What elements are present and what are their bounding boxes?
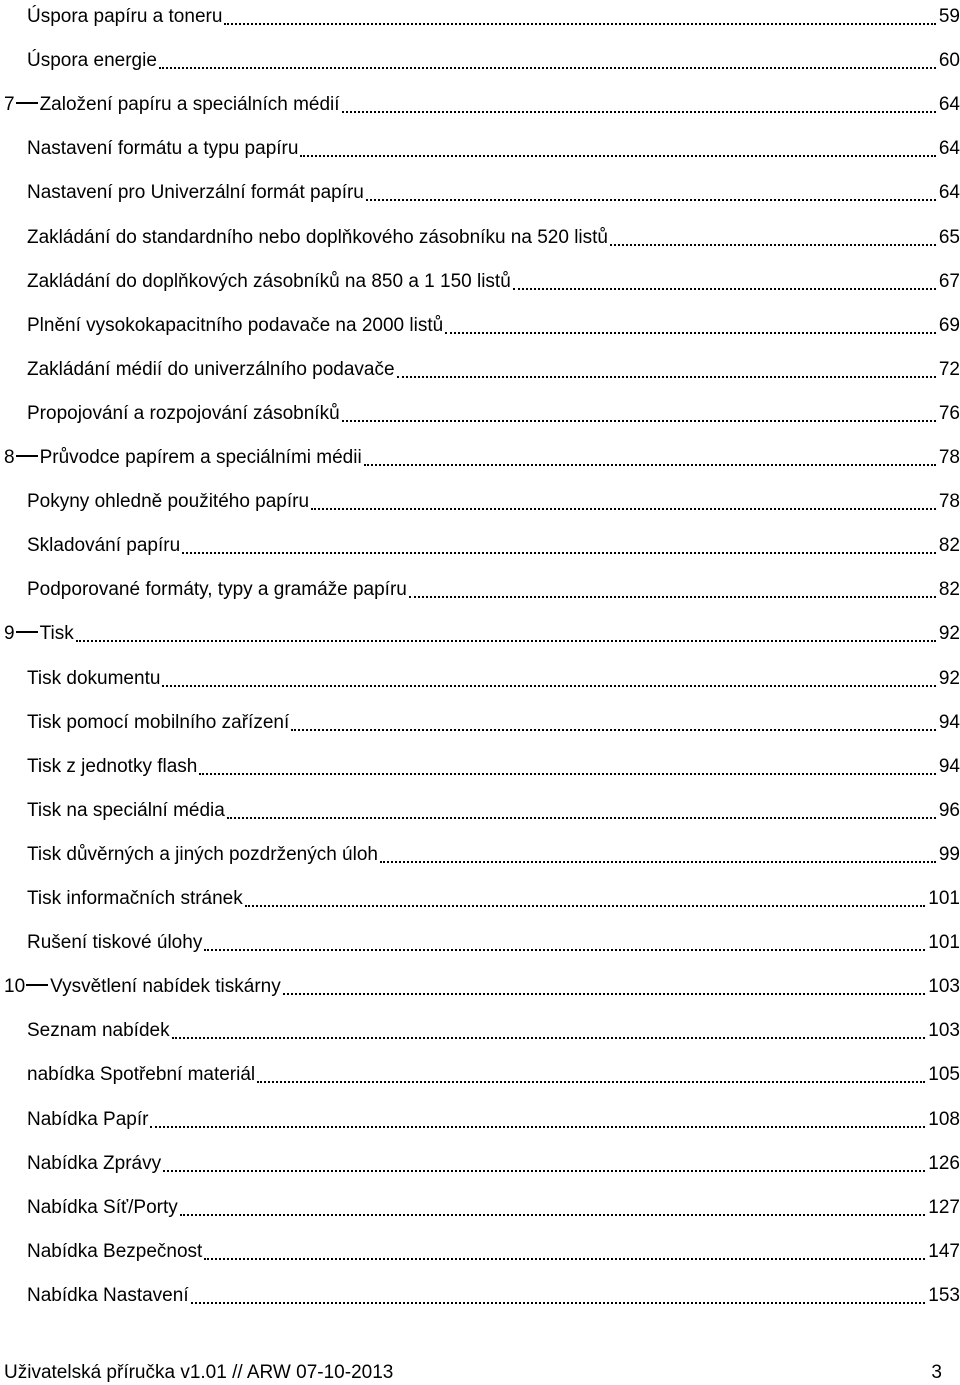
toc-entry-title: Tisk na speciální média: [27, 799, 225, 821]
toc-entry-title: Tisk důvěrných a jiných pozdržených úloh: [27, 843, 378, 865]
toc-entry-label: [27, 182, 366, 204]
toc-entry-page-number: 82: [938, 579, 960, 601]
toc-entry[interactable]: [27, 487, 960, 513]
toc-entry-title: Průvodce papírem a speciálními médii: [39, 447, 362, 468]
toc-entry-title: Založení papíru a speciálních médií: [39, 94, 340, 116]
toc-entry[interactable]: [27, 134, 960, 160]
toc-entry[interactable]: [27, 178, 960, 204]
toc-entry-label: [27, 932, 204, 954]
chapter-dash: [16, 102, 38, 104]
toc-entry[interactable]: [27, 884, 960, 910]
toc-entry-page-number: 108: [928, 1108, 960, 1130]
dot-leader: [227, 813, 936, 819]
toc-entry[interactable]: [27, 399, 960, 425]
toc-entry-label: [27, 756, 199, 778]
toc-entry-page-number: 64: [938, 182, 960, 204]
toc-entry-title: Vysvětlení nabídek tiskárny: [50, 976, 281, 998]
toc-entry[interactable]: [27, 840, 960, 866]
dot-leader: [311, 504, 936, 510]
toc-entry-label: [27, 579, 409, 601]
dot-leader: [245, 901, 926, 907]
dot-leader: [199, 769, 935, 775]
toc-entry[interactable]: [27, 928, 960, 954]
toc-entry-page-number: 78: [938, 447, 960, 468]
toc-entry[interactable]: [4, 619, 960, 645]
toc-entry[interactable]: [27, 46, 960, 72]
toc-entry[interactable]: [27, 267, 960, 293]
chapter-number: 10: [4, 976, 26, 998]
dot-leader: [409, 592, 936, 598]
toc-entry-page-number: 67: [938, 270, 960, 292]
chapter-number: 8: [4, 447, 15, 468]
toc-entry-title: Tisk z jednotky flash: [27, 755, 198, 777]
dot-leader: [191, 1298, 926, 1304]
dot-leader: [76, 636, 936, 642]
dot-leader: [163, 1166, 925, 1172]
toc-entry-label: [27, 1241, 204, 1263]
toc-entry-title: Nabídka Nastavení: [27, 1284, 189, 1306]
dot-leader: [150, 1122, 925, 1128]
toc-entry-title: Skladování papíru: [27, 535, 181, 557]
toc-entry-label: [27, 1109, 150, 1131]
dot-leader: [257, 1077, 925, 1083]
toc-entry-title: Nabídka Zprávy: [27, 1152, 162, 1174]
toc-entry-page-number: 72: [938, 358, 960, 380]
dot-leader: [300, 151, 935, 157]
toc-entry-label: [4, 447, 364, 469]
toc-entry[interactable]: [27, 1237, 960, 1263]
toc-entry-title: Zakládání do standardního nebo doplňkového zásobníku na 520 listů: [27, 226, 608, 248]
chapter-number: 9: [4, 623, 15, 645]
toc-entry-label: [27, 844, 380, 866]
toc-entry-page-number: 78: [938, 491, 960, 513]
toc-entry-page-number: 76: [938, 402, 960, 424]
toc-entry[interactable]: [27, 355, 960, 381]
dot-leader: [159, 63, 936, 69]
toc-entry-label: [4, 976, 283, 998]
chapter-dash: [16, 631, 38, 633]
toc-entry-page-number: 94: [938, 711, 960, 733]
toc-entry-label: [27, 1064, 257, 1086]
toc-entry[interactable]: [27, 2, 960, 28]
toc-entry[interactable]: [4, 972, 960, 998]
footer-page-number: 3: [931, 1362, 942, 1383]
toc-entry-page-number: 59: [938, 6, 960, 27]
toc-entry[interactable]: [27, 708, 960, 734]
dot-leader: [366, 195, 936, 201]
dot-leader: [397, 372, 936, 378]
toc-entry-page-number: 99: [938, 843, 960, 865]
toc-entry-title: Podporované formáty, typy a gramáže papíru: [27, 579, 407, 601]
chapter-dash: [16, 455, 38, 457]
toc-entry-page-number: 69: [938, 314, 960, 336]
toc-entry-page-number: 101: [928, 932, 960, 954]
toc-entry-title: Seznam nabídek: [27, 1020, 170, 1042]
toc-entry[interactable]: [4, 90, 960, 116]
dot-leader: [513, 284, 936, 290]
toc-entry-title: Rušení tiskové úlohy: [27, 932, 203, 954]
toc-entry-label: [27, 1153, 163, 1175]
toc-entry-title: Zakládání médií do univerzálního podavače: [27, 358, 395, 380]
toc-entry-page-number: 94: [938, 755, 960, 777]
dot-leader: [342, 416, 936, 422]
toc-entry-label: [27, 712, 291, 734]
toc-entry-label: [27, 1197, 180, 1219]
toc-entry-title: Tisk dokumentu: [27, 667, 161, 689]
toc-entry-page-number: 101: [928, 888, 960, 909]
dot-leader: [204, 945, 925, 951]
dot-leader: [172, 1033, 926, 1039]
toc-entry-title: Úspora papíru a toneru: [27, 6, 223, 27]
toc-entry-title: Pokyny ohledně použitého papíru: [27, 491, 310, 513]
toc-entry-title: Propojování a rozpojování zásobníků: [27, 402, 340, 424]
toc-entry-title: Plnění vysokokapacitního podavače na 2000 listů: [27, 314, 444, 336]
dot-leader: [610, 240, 936, 246]
dot-leader: [180, 1210, 926, 1216]
toc-entry-label: [27, 535, 182, 557]
page-footer: [4, 1358, 942, 1384]
toc-entry-page-number: 82: [938, 535, 960, 557]
dot-leader: [182, 548, 936, 554]
toc-entry-label: [27, 1020, 172, 1042]
toc-entry-page-number: 92: [938, 667, 960, 689]
toc-entry-page-number: 96: [938, 799, 960, 821]
toc-entry-title: Tisk informačních stránek: [27, 888, 243, 909]
toc-entry[interactable]: [27, 1149, 960, 1175]
toc-entry-label: [27, 227, 610, 249]
toc-entry-page-number: 153: [928, 1284, 960, 1306]
dot-leader: [283, 989, 926, 995]
chapter-dash: [26, 984, 48, 986]
toc-entry[interactable]: [27, 223, 960, 249]
footer-title: Uživatelská příručka v1.01 // ARW 07-10-2013: [4, 1362, 394, 1383]
toc-entry-label: [27, 6, 224, 28]
toc-entry-label: [27, 800, 227, 822]
dot-leader: [291, 725, 936, 731]
dot-leader: [380, 857, 936, 863]
toc-entry-title: Tisk pomocí mobilního zařízení: [27, 711, 290, 733]
toc-entry[interactable]: [27, 1281, 960, 1307]
toc-entry[interactable]: [27, 1016, 960, 1042]
toc-entry-title: Zakládání do doplňkových zásobníků na 850 a 1 150 listů: [27, 270, 511, 292]
toc-entry[interactable]: [27, 796, 960, 822]
toc-entry-label: [27, 491, 311, 513]
chapter-number: 7: [4, 94, 15, 116]
toc-entry-page-number: 127: [928, 1196, 960, 1218]
dot-leader: [204, 1254, 925, 1260]
toc-entry-page-number: 65: [938, 226, 960, 248]
toc-entry-label: [27, 888, 245, 910]
dot-leader: [364, 460, 936, 466]
toc-entry-title: Nastavení formátu a typu papíru: [27, 138, 299, 160]
toc-entry-page-number: 64: [938, 94, 960, 116]
toc-entry[interactable]: [4, 443, 960, 469]
toc-entry-label: [27, 403, 342, 425]
toc-entry-label: [27, 668, 162, 690]
toc-entry-label: [27, 50, 159, 72]
toc-entry-label: [4, 623, 76, 645]
toc-entry[interactable]: [27, 1105, 960, 1131]
toc-entry-title: Nabídka Síť/Porty: [27, 1196, 178, 1218]
toc-entry[interactable]: [27, 531, 960, 557]
dot-leader: [445, 328, 936, 334]
toc-entry-title: Tisk: [39, 623, 74, 645]
toc-entry-label: [27, 315, 445, 337]
toc-entry-page-number: 103: [928, 976, 960, 998]
toc-entry-label: [27, 1285, 191, 1307]
toc-entry-page-number: 105: [928, 1064, 960, 1086]
toc-entry-title: nabídka Spotřební materiál: [27, 1064, 256, 1086]
toc-entry-label: [4, 94, 342, 116]
toc-entry[interactable]: [27, 575, 960, 601]
dot-leader: [162, 681, 935, 687]
toc-entry-title: Nabídka Bezpečnost: [27, 1240, 203, 1262]
toc-entry-page-number: 60: [938, 50, 960, 72]
toc-entry-label: [27, 138, 300, 160]
toc-entry[interactable]: [27, 752, 960, 778]
toc-entry-title: Nastavení pro Univerzální formát papíru: [27, 182, 364, 204]
toc-entry-title: Nabídka Papír: [27, 1108, 149, 1130]
toc-entry[interactable]: [27, 1060, 960, 1086]
toc-entry-page-number: 147: [928, 1240, 960, 1262]
toc-entry-page-number: 126: [928, 1152, 960, 1174]
toc-entry-page-number: 92: [938, 623, 960, 645]
toc-entry-title: Úspora energie: [27, 50, 157, 72]
toc-entry[interactable]: [27, 664, 960, 690]
toc-entry-label: [27, 359, 397, 381]
toc-entry[interactable]: [27, 1193, 960, 1219]
toc-entry-page-number: 64: [938, 138, 960, 160]
toc-entry-page-number: 103: [928, 1020, 960, 1042]
dot-leader: [342, 107, 936, 113]
toc-entry[interactable]: [27, 311, 960, 337]
dot-leader: [224, 19, 935, 25]
toc-entry-label: [27, 271, 513, 293]
